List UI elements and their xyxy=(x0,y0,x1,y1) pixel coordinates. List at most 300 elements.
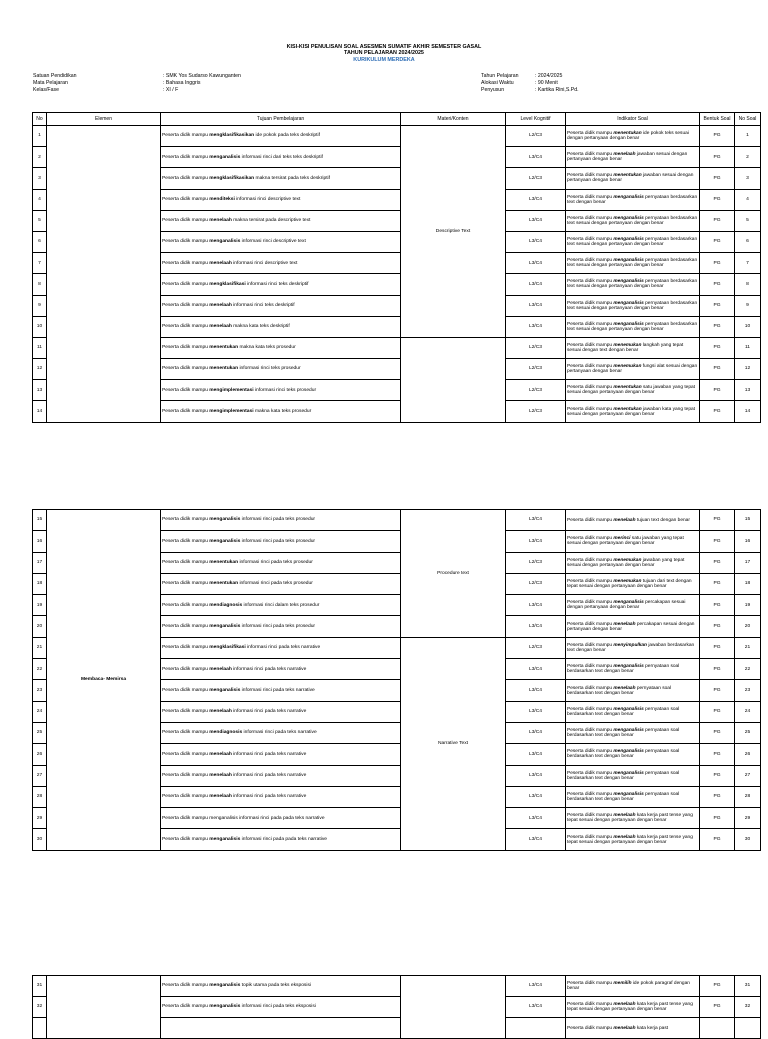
row-number: 14 xyxy=(33,401,47,422)
cell-level: L3/C4 xyxy=(506,829,566,850)
cell-level: L3/C4 xyxy=(506,274,566,295)
cell-level: L2/C3 xyxy=(506,359,566,380)
tujuan-verb: menganalisis xyxy=(209,623,241,629)
cell-level: L2/C3 xyxy=(506,168,566,189)
tujuan-rest: informasi rinci descriptive text xyxy=(240,239,306,245)
row-number: 20 xyxy=(33,616,47,637)
indikator-verb: menemukan xyxy=(613,579,642,585)
cell-materi: Descriptive Text xyxy=(401,126,506,338)
tujuan-rest: informasi rinci pada teks narrative xyxy=(231,773,307,778)
table-row xyxy=(33,126,761,147)
tujuan-verb: menentukan xyxy=(209,581,239,587)
cell-nosoal: 30 xyxy=(735,829,761,850)
indikator-rest: fungsi alat sesuai dengan pertanyaan dengan benar xyxy=(567,364,698,375)
cell-indikator xyxy=(566,701,700,722)
tujuan-text: Peserta didik mampu xyxy=(162,239,210,245)
indikator-rest: jawaban kata yang tepat sesuai dengan pertanyaan dengan benar xyxy=(567,406,695,417)
indikator-text: Peserta didik mampu xyxy=(567,1025,614,1031)
indikator-text: Peserta didik mampu xyxy=(567,728,614,734)
indikator-verb: menelaah xyxy=(613,517,636,523)
cell-bentuk: PG xyxy=(700,126,735,147)
tujuan-text: Peserta didik mampu menganalisis informasi rinci pada pada teks narrative xyxy=(162,815,325,821)
cell-level: L2/C3 xyxy=(506,637,566,658)
row-number: 27 xyxy=(33,765,47,786)
cell-nosoal: 31 xyxy=(735,976,761,997)
tujuan-verb: mengimplementasi xyxy=(209,408,254,414)
indikator-verb: menelaah xyxy=(613,685,636,691)
tujuan-text: Peserta didik mampu xyxy=(162,773,210,778)
tujuan-verb: menganalisis xyxy=(209,517,241,523)
cell-nosoal: 26 xyxy=(735,744,761,765)
row-number: 32 xyxy=(33,997,47,1018)
cell-elemen xyxy=(47,126,161,423)
tujuan-rest: makna tersirat pada teks deskriptif xyxy=(254,175,330,181)
cell-level: L3/C4 xyxy=(506,701,566,722)
cell-nosoal: 1 xyxy=(735,126,761,147)
cell-level: L3/C4 xyxy=(506,147,566,168)
cell-level: L3/C4 xyxy=(506,531,566,552)
tujuan-text: Peserta didik mampu xyxy=(162,408,210,414)
indikator-verb: menganalisis xyxy=(613,728,644,734)
row-number: 29 xyxy=(33,808,47,829)
cell-indikator xyxy=(566,359,700,380)
cell-nosoal: 29 xyxy=(735,808,761,829)
tujuan-verb: menditeksi xyxy=(209,196,235,202)
indikator-text: Peserta didik mampu xyxy=(567,385,614,391)
tujuan-rest: informasi rinci teks prosedur xyxy=(253,387,317,393)
cell-nosoal: 15 xyxy=(735,510,761,531)
tujuan-text: Peserta didik mampu xyxy=(162,1004,210,1010)
kisi-table-page-1 xyxy=(32,112,761,423)
indikator-verb: menelaah xyxy=(613,621,636,627)
tujuan-text: Peserta didik mampu xyxy=(162,517,210,523)
tujuan-text: Peserta didik mampu xyxy=(162,687,210,693)
cell-materi: Procedure text xyxy=(401,510,506,638)
row-number: 9 xyxy=(33,295,47,316)
indikator-verb: menganalisis xyxy=(613,770,644,776)
cell-tujuan xyxy=(161,531,401,552)
indikator-verb: menelaah xyxy=(613,834,636,840)
indikator-text: Peserta didik mampu xyxy=(567,557,614,563)
tujuan-text: Peserta didik mampu xyxy=(162,730,210,736)
tujuan-verb: mengklasifikasi xyxy=(209,281,246,287)
cell-tujuan xyxy=(161,616,401,637)
cell-nosoal: 25 xyxy=(735,722,761,743)
tujuan-rest: informasi rinci pada teks narrative xyxy=(231,666,307,672)
cell-tujuan xyxy=(161,1018,401,1039)
cell-nosoal: 23 xyxy=(735,680,761,701)
cell-level: L3/C4 xyxy=(506,295,566,316)
tujuan-rest: makna tersirat pada descriptive text xyxy=(231,218,311,224)
indikator-rest: jawaban sesuai dengan pertanyaan dengan benar xyxy=(567,173,694,184)
meta-label: Kelas/Fase xyxy=(33,87,59,93)
cell-materi xyxy=(401,337,506,422)
cell-tujuan xyxy=(161,976,401,997)
tujuan-text: Peserta didik mampu xyxy=(162,154,210,160)
indikator-rest: kata kerja past tense yang tepat sesuai dengan pertanyaan dengan benar xyxy=(567,1002,693,1012)
cell-level: L2/C3 xyxy=(506,126,566,147)
cell-level: L3/C4 xyxy=(506,765,566,786)
indikator-text: Peserta didik mampu xyxy=(567,536,614,542)
tujuan-rest: informasi rinci pada teks prosedur xyxy=(238,560,313,566)
tujuan-text: Peserta didik mampu xyxy=(162,836,210,842)
cell-indikator xyxy=(566,1018,700,1039)
tujuan-rest: informasi rinci pada teks prosedur xyxy=(240,623,316,629)
indikator-rest: pernyataan berdasarkan text sesuai dengan pertanyaan dengan benar xyxy=(567,215,698,226)
row-number: 4 xyxy=(33,189,47,210)
tujuan-verb: mengklasifikasikan xyxy=(209,175,255,181)
col-bentuk: Bentuk Soal xyxy=(700,113,735,126)
col-indikator: Indikator Soal xyxy=(566,113,700,126)
indikator-rest: jawaban berdasarkan text dengan benar xyxy=(567,642,695,653)
tujuan-verb: menelaah xyxy=(209,324,232,330)
cell-indikator xyxy=(566,808,700,829)
indikator-rest: satu jawaban yang tepat sesuai dengan pertanyaan dengan benar xyxy=(567,385,695,396)
cell-indikator xyxy=(566,765,700,786)
indikator-verb: menentukan xyxy=(613,385,642,391)
row-number: 8 xyxy=(33,274,47,295)
tujuan-text: Peserta didik mampu xyxy=(162,133,210,139)
tujuan-verb: mengklasifikasi xyxy=(209,645,246,651)
cell-nosoal: 2 xyxy=(735,147,761,168)
indikator-rest: pernyataan soal berdasarkan text dengan benar xyxy=(567,664,680,675)
cell-tujuan xyxy=(161,701,401,722)
cell-bentuk: PG xyxy=(700,337,735,358)
tujuan-rest: informasi rinci pada teks narrative xyxy=(231,751,307,757)
indikator-rest: jawaban sesuai dengan pertanyaan dengan benar xyxy=(567,152,688,163)
cell-nosoal: 10 xyxy=(735,316,761,337)
indikator-rest: pernyataan berdasarkan text sesuai dengan pertanyaan dengan benar xyxy=(567,258,698,269)
cell-level: L2/C3 xyxy=(506,401,566,422)
tujuan-verb: menelaah xyxy=(209,260,232,266)
indikator-rest: satu jawaban yang tepat sesuai dengan pertanyaan dengan benar xyxy=(567,536,684,547)
cell-elemen: Membaca- Memirsa xyxy=(47,510,161,851)
indikator-text: Peserta didik mampu xyxy=(567,642,614,648)
cell-tujuan xyxy=(161,829,401,850)
indikator-verb: memilih xyxy=(613,981,632,986)
cell-bentuk: PG xyxy=(700,997,735,1018)
tujuan-verb: menelaah xyxy=(209,302,232,308)
indikator-rest: percakapan sesuai dengan pertanyaan dengan benar xyxy=(567,621,695,632)
tujuan-rest: informasi rinci pada teks narrative xyxy=(240,687,315,693)
cell-level: L3/C4 xyxy=(506,595,566,616)
indikator-text: Peserta didik mampu xyxy=(567,706,614,712)
meta-value: : 2024/2025 xyxy=(535,73,563,79)
indikator-rest: pernyataan berdasarkan text sesuai dengan pertanyaan dengan benar xyxy=(567,321,698,332)
row-number: 6 xyxy=(33,231,47,252)
cell-level: L3/C4 xyxy=(506,659,566,680)
cell-tujuan xyxy=(161,595,401,616)
indikator-text: Peserta didik mampu xyxy=(567,813,614,819)
tujuan-text: Peserta didik mampu xyxy=(162,387,210,393)
cell-level: L3/C4 xyxy=(506,616,566,637)
cell-bentuk: PG xyxy=(700,722,735,743)
tujuan-text: Peserta didik mampu xyxy=(162,751,210,757)
indikator-rest: langkah yang tepat sesuai dengan text dengan benar xyxy=(567,342,684,353)
indikator-verb: menentukan xyxy=(613,131,642,137)
cell-tujuan xyxy=(161,147,401,168)
cell-tujuan xyxy=(161,808,401,829)
indikator-verb: menganalisis xyxy=(613,706,644,712)
cell-bentuk: PG xyxy=(700,253,735,274)
cell-indikator xyxy=(566,616,700,637)
cell-tujuan xyxy=(161,316,401,337)
cell-indikator xyxy=(566,637,700,658)
cell-bentuk: PG xyxy=(700,210,735,231)
tujuan-rest: informasi rinci teks prosedur xyxy=(238,366,301,372)
cell-bentuk: PG xyxy=(700,976,735,997)
indikator-rest: pernyataan soal berdasarkan text dengan benar xyxy=(567,706,680,717)
tujuan-text: Peserta didik mampu xyxy=(162,260,210,266)
tujuan-verb: menelaah xyxy=(209,773,232,778)
cell-nosoal: 19 xyxy=(735,595,761,616)
indikator-verb: menemukan xyxy=(613,364,642,370)
indikator-verb: menentukan xyxy=(613,173,642,179)
cell-indikator xyxy=(566,552,700,573)
cell-indikator xyxy=(566,316,700,337)
tujuan-rest: topik utama pada teks eksposisi xyxy=(240,983,311,989)
indikator-text: Peserta didik mampu xyxy=(567,258,614,264)
indikator-rest: kata kerja past xyxy=(635,1025,669,1031)
meta-label: Penyusun xyxy=(481,87,505,93)
cell-level: L2/C3 xyxy=(506,552,566,573)
tujuan-verb: menganalisis xyxy=(209,836,241,842)
cell-tujuan xyxy=(161,295,401,316)
tujuan-verb: mendiagnosis xyxy=(209,602,243,608)
cell-tujuan xyxy=(161,997,401,1018)
cell-level: L3/C4 xyxy=(506,231,566,252)
cell-bentuk: PG xyxy=(700,595,735,616)
indikator-text: Peserta didik mampu xyxy=(567,342,614,348)
indikator-text: Peserta didik mampu xyxy=(567,279,614,285)
row-number: 31 xyxy=(33,976,47,997)
cell-indikator xyxy=(566,231,700,252)
indikator-text: Peserta didik mampu xyxy=(567,834,614,840)
cell-bentuk: PG xyxy=(700,316,735,337)
cell-bentuk: PG xyxy=(700,359,735,380)
cell-level: L3/C4 xyxy=(506,808,566,829)
meta-label: Mata Pelajaran xyxy=(33,80,68,86)
meta-value: : Kartika Rini,S.Pd. xyxy=(535,87,579,93)
tujuan-rest: informasi rinci pada teks narrative xyxy=(242,730,317,736)
indikator-text: Peserta didik mampu xyxy=(567,237,614,243)
row-number: 17 xyxy=(33,552,47,573)
indikator-text: Peserta didik mampu xyxy=(567,792,614,797)
cell-level: L3/C4 xyxy=(506,680,566,701)
indikator-text: Peserta didik mampu xyxy=(567,770,614,776)
tujuan-rest: makna kata teks prosedur xyxy=(253,408,312,414)
tujuan-rest: makna kata teks deskriptif xyxy=(231,324,290,330)
indikator-verb: menganalisis xyxy=(613,237,644,243)
cell-tujuan xyxy=(161,680,401,701)
tujuan-rest: informasi rinci pada teks eksposisi xyxy=(240,1004,316,1010)
indikator-rest: pernyataan soal berdasarkan text dengan benar xyxy=(567,770,680,781)
tujuan-text: Peserta didik mampu xyxy=(162,623,210,629)
cell-level: L3/C4 xyxy=(506,189,566,210)
row-number: 13 xyxy=(33,380,47,401)
tujuan-verb: menganalisis xyxy=(209,983,241,989)
indikator-text: Peserta didik mampu xyxy=(567,194,614,200)
cell-bentuk: PG xyxy=(700,510,735,531)
indikator-verb: menganalisis xyxy=(613,664,644,670)
indikator-text: Peserta didik mampu xyxy=(567,517,614,523)
indikator-text: Peserta didik mampu xyxy=(567,749,614,755)
indikator-verb: menentukan xyxy=(613,406,642,412)
indikator-text: Peserta didik mampu xyxy=(567,364,614,370)
indikator-verb: menganalisis xyxy=(613,279,644,285)
tujuan-rest: informasi rinci teks deskriptif xyxy=(245,281,309,287)
indikator-text: Peserta didik mampu xyxy=(567,685,614,691)
cell-level: L3/C4 xyxy=(506,744,566,765)
tujuan-text: Peserta didik mampu xyxy=(162,196,210,202)
cell-bentuk: PG xyxy=(700,829,735,850)
indikator-verb: menganalisis xyxy=(613,215,644,221)
cell-indikator xyxy=(566,337,700,358)
indikator-rest: jawaban yang tepat sesuai dengan pertanyaan dengan benar xyxy=(567,557,685,568)
row-number: 3 xyxy=(33,168,47,189)
cell-indikator xyxy=(566,210,700,231)
cell-level: L3/C4 xyxy=(506,997,566,1018)
cell-nosoal: 20 xyxy=(735,616,761,637)
tujuan-rest: informasi rinci pada teks prosedur xyxy=(238,581,313,587)
indikator-verb: menganalisis xyxy=(613,194,644,200)
kisi-table-page-2 xyxy=(32,509,761,851)
tujuan-verb: menentukan xyxy=(209,345,239,351)
indikator-rest: pernyataan berdasarkan text sesuai dengan pertanyaan dengan benar xyxy=(567,300,698,311)
row-number: 25 xyxy=(33,722,47,743)
indikator-rest: pernyataan berdasarkan text sesuai dengan pertanyaan dengan benar xyxy=(567,279,698,290)
cell-level: L2/C3 xyxy=(506,380,566,401)
tujuan-verb: menentukan xyxy=(209,366,239,372)
row-number: 10 xyxy=(33,316,47,337)
tujuan-rest: informasi rinci pada teks prosedur xyxy=(240,538,316,544)
cell-indikator xyxy=(566,976,700,997)
cell-indikator xyxy=(566,147,700,168)
col-materi: Materi/Konten xyxy=(401,113,506,126)
meta-right-values xyxy=(535,73,579,94)
indikator-rest: percakapan sesuai dengan pertanyaan dengan benar xyxy=(567,600,686,611)
cell-indikator xyxy=(566,659,700,680)
cell-indikator xyxy=(566,997,700,1018)
row-number: 24 xyxy=(33,701,47,722)
cell-indikator xyxy=(566,786,700,807)
cell-level: L3/C4 xyxy=(506,210,566,231)
tujuan-verb: menganalisis xyxy=(209,538,241,544)
indikator-text: Peserta didik mampu xyxy=(567,600,614,606)
cell-tujuan xyxy=(161,126,401,147)
tujuan-rest: informasi rinci teks deskriptif xyxy=(231,302,295,308)
cell-indikator xyxy=(566,253,700,274)
cell-nosoal: 21 xyxy=(735,637,761,658)
tujuan-verb: menelaah xyxy=(209,218,232,224)
cell-nosoal: 14 xyxy=(735,401,761,422)
tujuan-text: Peserta didik mampu xyxy=(162,281,210,287)
cell-level: L3/C4 xyxy=(506,253,566,274)
row-number: 12 xyxy=(33,359,47,380)
row-number: 16 xyxy=(33,531,47,552)
col-elemen: Elemen xyxy=(47,113,161,126)
cell-tujuan xyxy=(161,210,401,231)
indikator-rest: pernyataan berdasarkan text dengan benar xyxy=(567,194,698,205)
cell-indikator xyxy=(566,401,700,422)
tujuan-text: Peserta didik mampu xyxy=(162,366,210,372)
indikator-verb: menganalisis xyxy=(613,321,644,327)
cell-tujuan xyxy=(161,359,401,380)
indikator-verb: menemukan xyxy=(613,342,642,348)
cell-bentuk: PG xyxy=(700,274,735,295)
indikator-text: Peserta didik mampu xyxy=(567,579,614,585)
cell-indikator xyxy=(566,680,700,701)
tujuan-verb: mendiagnosis xyxy=(209,730,243,736)
indikator-rest: tujuan dari text dengan tepat sesuai dengan pertanyaan dengan benar xyxy=(567,579,692,590)
row-number: 23 xyxy=(33,680,47,701)
kisi-table-page-3 xyxy=(32,975,761,1039)
indikator-rest: kata kerja past tense yang tepat sesuai dengan pertanyaan dengan benar xyxy=(567,813,693,824)
indikator-verb: menganalisis xyxy=(613,749,644,755)
cell-nosoal: 4 xyxy=(735,189,761,210)
tujuan-text: Peserta didik mampu xyxy=(162,983,210,989)
row-number: 26 xyxy=(33,744,47,765)
cell-materi xyxy=(401,976,506,1039)
tujuan-rest: informasi rinci pada teks narrative xyxy=(231,794,307,800)
cell-level: L2/C3 xyxy=(506,337,566,358)
cell-tujuan xyxy=(161,722,401,743)
cell-level: L3/C4 xyxy=(506,786,566,807)
tujuan-text: Peserta didik mampu xyxy=(162,709,210,715)
meta-value: : 90 Menit xyxy=(535,80,558,86)
row-number: 1 xyxy=(33,126,47,147)
cell-tujuan xyxy=(161,337,401,358)
cell-level xyxy=(506,1018,566,1039)
indikator-rest: pernyataan soal berdasarkan text dengan benar xyxy=(567,728,680,739)
doc-title: KISI-KISI PENULISAN SOAL ASESMEN SUMATIF AKHIR SEMESTER GASAL xyxy=(286,44,482,50)
cell-tujuan xyxy=(161,189,401,210)
row-number xyxy=(33,1018,47,1039)
cell-nosoal: 6 xyxy=(735,231,761,252)
cell-elemen xyxy=(47,976,161,1039)
tujuan-text: Peserta didik mampu xyxy=(162,175,210,181)
indikator-verb: menyimpulkan xyxy=(613,642,647,648)
cell-indikator xyxy=(566,744,700,765)
cell-indikator xyxy=(566,380,700,401)
tujuan-text: Peserta didik mampu xyxy=(162,538,210,544)
cell-bentuk: PG xyxy=(700,531,735,552)
meta-value: : Bahasa Inggris xyxy=(163,80,201,86)
indikator-text: Peserta didik mampu xyxy=(567,321,614,327)
cell-bentuk: PG xyxy=(700,380,735,401)
cell-level: L3/C4 xyxy=(506,976,566,997)
cell-nosoal xyxy=(735,1018,761,1039)
meta-value: : SMK Yos Sudarso Kawunganten xyxy=(163,73,241,79)
tujuan-verb: menelaah xyxy=(209,751,232,757)
indikator-text: Peserta didik mampu xyxy=(567,131,614,137)
cell-tujuan xyxy=(161,786,401,807)
cell-nosoal: 16 xyxy=(735,531,761,552)
tujuan-verb: menganalisis xyxy=(209,687,241,693)
cell-bentuk: PG xyxy=(700,808,735,829)
indikator-rest: pernyataan soal berdasarkan text dengan benar xyxy=(567,749,680,760)
cell-indikator xyxy=(566,829,700,850)
meta-left-labels xyxy=(33,73,77,94)
indikator-text: Peserta didik mampu xyxy=(567,215,614,221)
tujuan-rest: informasi rinci dari teks teks deskriptif xyxy=(240,154,323,160)
indikator-verb: menelaah xyxy=(613,813,636,819)
cell-indikator xyxy=(566,722,700,743)
cell-materi: Narrative Text xyxy=(401,637,506,850)
cell-bentuk: PG xyxy=(700,744,735,765)
indikator-text: Peserta didik mampu xyxy=(567,664,614,670)
row-number: 30 xyxy=(33,829,47,850)
